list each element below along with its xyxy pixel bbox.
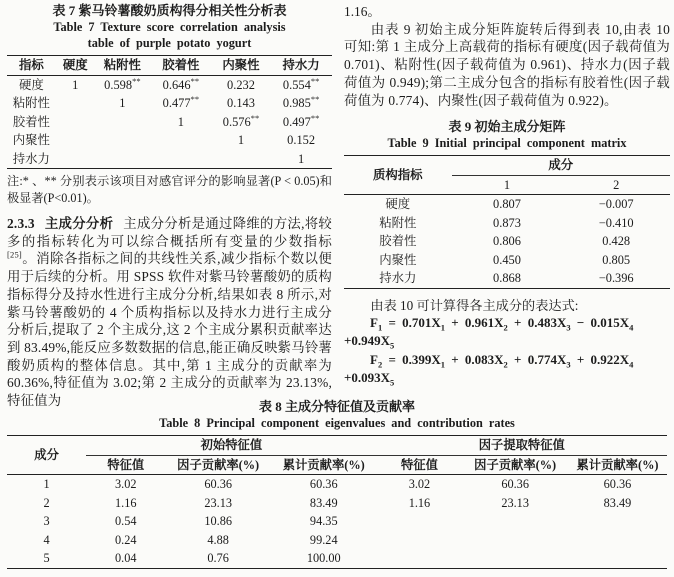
cell: 0.143 [227,96,255,110]
cell [462,531,568,550]
table-row [7,150,332,169]
cell: 10.86 [204,514,232,528]
cell: 60.36 [501,477,529,491]
table-row [7,94,332,113]
cell: 0.646** [162,75,200,92]
cell: 0.985** [282,94,320,110]
table8-group-header-row [7,436,667,456]
table-row [7,494,667,513]
row-label: 内聚性 [379,252,417,267]
column-header: 特征值 [107,457,145,472]
table-row [7,512,667,531]
stub-header: 质构指标 [373,167,423,182]
row-label: 持水力 [379,271,417,286]
row-label: 硬度 [18,77,44,92]
cell: −0.410 [598,215,634,230]
table8-title-zh: 表 8 主成分特征值及贡献率 [258,399,415,414]
cell: 0.806 [493,234,521,249]
cell: 0.04 [115,551,137,565]
cell: 23.13 [204,495,232,510]
table-row [7,531,667,550]
row-label: 粘附性 [12,96,50,110]
group-header-extracted: 因子提取特征值 [377,436,667,456]
cell [462,549,568,568]
cell: 60.36 [603,477,632,491]
column-header: 因子贡献率(%) [177,457,260,472]
table8-section [7,398,667,569]
table-row [7,131,332,150]
cell: 0.497** [282,112,320,129]
table7-title-en-line1: Table 7 Texture score correlation analysis [53,20,286,34]
row-label: 4 [43,532,50,547]
group-header-initial: 初始特征值 [86,436,376,456]
cell: 83.49 [309,495,338,510]
row-label: 硬度 [385,197,411,212]
cell: 1.16 [115,495,137,510]
cell: 1 [119,96,126,110]
cell [56,131,95,150]
cell: 94.35 [309,514,338,528]
cell: 3.02 [408,477,431,491]
column-header: 持水力 [282,58,320,72]
table-row [344,251,670,270]
column-header: 硬度 [62,58,88,72]
formula-f1-continuation: $+0.949X_5$ [344,333,395,352]
row-label: 内聚性 [12,133,50,147]
left-column [7,2,332,410]
cell: 0.598** [104,75,141,92]
table7-footnote: 注:* 、** 分别表示该项目对感官评分的影响显著(P < 0.05)和极显著(P<0.01)。 [7,174,332,205]
cell: 0.576** [222,112,260,129]
table8-title-en: Table 8 Principal component eigenvalues and contribution rates [159,416,515,430]
cell: 1 [72,77,79,92]
table-row [7,75,332,94]
column-header: 1 [503,177,511,192]
table9-title-en: Table 9 Initial principal component matrix [387,136,627,151]
group-header: 成分 [452,156,670,176]
cell: 0.76 [207,551,229,565]
formula-f2-continuation: $+0.093X_5$ [344,369,395,388]
cell: 0.807 [493,197,521,212]
row-label: 持水力 [12,151,50,166]
table-row [7,549,667,568]
column-header: 因子贡献率(%) [474,457,557,472]
column-header: 特征值 [401,457,438,472]
column-header: 粘附性 [103,58,141,72]
cell [377,531,463,550]
cell: −0.007 [598,197,634,212]
table7-title-en-line2: table of purple potato yogurt [87,36,252,50]
section-heading: 主成分分析 [44,216,114,231]
cell: 1.16 [408,495,431,510]
cell: 0.554** [282,75,320,92]
cell: 0.873 [493,215,521,230]
cell [377,549,463,568]
cell [56,94,95,113]
row-label: 胶着性 [379,234,417,249]
cell: 60.36 [309,477,338,491]
cell: 0.24 [115,532,137,547]
table-row [7,475,667,494]
formula-f2: $F_2 = 0.399X_1 + 0.083X_2 + 0.774X_3 + 0.922X_4$ [370,351,634,370]
cell [150,150,212,169]
cell [462,512,568,531]
cell [150,131,212,150]
cell: 23.13 [501,495,529,510]
table-row [344,232,670,251]
cell [212,150,271,169]
cell [95,113,150,132]
section-2-3-3-paragraph [7,215,332,410]
table9-group-header-row [344,156,670,176]
cell: 100.00 [306,551,341,565]
cell [56,150,95,169]
formula-f1: $F_1 = 0.701X_1 + 0.961X_2 + 0.483X_3 - 0.015X_4$ [370,315,634,333]
cell: 83.49 [603,495,632,510]
cell: 99.24 [309,532,338,547]
table-row [344,195,670,214]
column-header: 2 [613,177,620,192]
stub-header: 成分 [34,447,59,462]
right-column [344,2,670,387]
column-header: 胶着性 [162,58,200,72]
row-label: 5 [43,551,50,565]
table7-header-row [7,56,332,76]
table7-title-zh: 表 7 紫马铃薯酸奶质构得分相关性分析表 [52,3,287,18]
cell [56,113,95,132]
cell: 0.450 [493,252,521,267]
cell: 0.232 [227,77,255,92]
table-row [7,113,332,132]
cell: 0.868 [493,271,521,286]
cell: 3.02 [115,477,137,491]
cell [568,512,667,531]
cell: 0.477** [162,94,200,110]
cell [568,531,667,550]
table9-title-zh: 表 9 初始主成分矩阵 [448,119,566,135]
row-label: 1 [43,477,50,491]
column-header: 累计贡献率(%) [576,457,659,472]
cell: 1 [177,114,184,129]
column-header: 累计贡献率(%) [282,457,365,472]
table7-correlation-matrix [7,55,332,169]
cell: 4.88 [207,532,229,547]
cell: 0.152 [287,133,316,147]
section-number: 2.3.3 [7,216,35,231]
paragraph: 由表 9 初始主成分矩阵旋转后得到表 10,由表 10 可知:第 1 主成分上高载荷的指标有硬度(因子载荷值为 0.701)、粘附性(因子载荷值为 0.961)、持水力(因子载荷值为 0.949);第二主成分包含的指标有胶着性(因子载荷值为 0.774)、内聚性(因子载荷值为 0.922)。 [344,21,670,108]
cell [95,150,150,169]
row-label: 2 [43,495,50,510]
cell: 0.54 [115,514,137,528]
table-row [344,269,670,288]
column-header: 指标 [18,58,44,72]
cell: 1 [298,151,305,166]
cell: 0.805 [602,252,631,267]
cell: −0.396 [598,271,634,286]
expression-intro: 由表 10 可计算得各主成分的表达式: [370,297,579,313]
cell: 0.428 [602,234,631,249]
row-label: 3 [43,514,50,528]
column-header: 内聚性 [222,58,260,72]
cell: 1 [237,133,245,147]
cell: 60.36 [204,477,232,491]
section-body-text: 主成分分析是通过降维的方法,将较多的指标转化为可以综合概括所有变量的少数指标[25]。消除各指标之间的共线性关系,减少指标个数以便用于后续的分析。用 SPSS 软件对紫马铃薯酸奶的质构指标得分及持水性进行主成分分析,结果如表 8 所示,对紫马铃薯酸奶的 4 个质构指标以及持水力进行主成分分析后,提取了 2 个主成分,这 2 个主成分累积贡献率达到 83.49%,能反应多数数据的信息,能正确反映紫马铃薯酸奶质构的整体信息。其中,第 1 主成分的贡献率为 60.36%,特征值为 3.02;第 2 主成分的贡献率为 23.13%,特征值为 [7,216,332,409]
table8-eigenvalues [7,435,667,569]
table-row [344,214,670,233]
table8-subheader-row [7,455,667,475]
cell [95,131,150,150]
row-label: 粘附性 [379,215,417,230]
cell [568,549,667,568]
continuation-text: 1.16。 [344,4,381,19]
table9-initial-component-matrix [344,155,670,289]
cell [377,512,463,531]
row-label: 胶着性 [12,114,50,129]
